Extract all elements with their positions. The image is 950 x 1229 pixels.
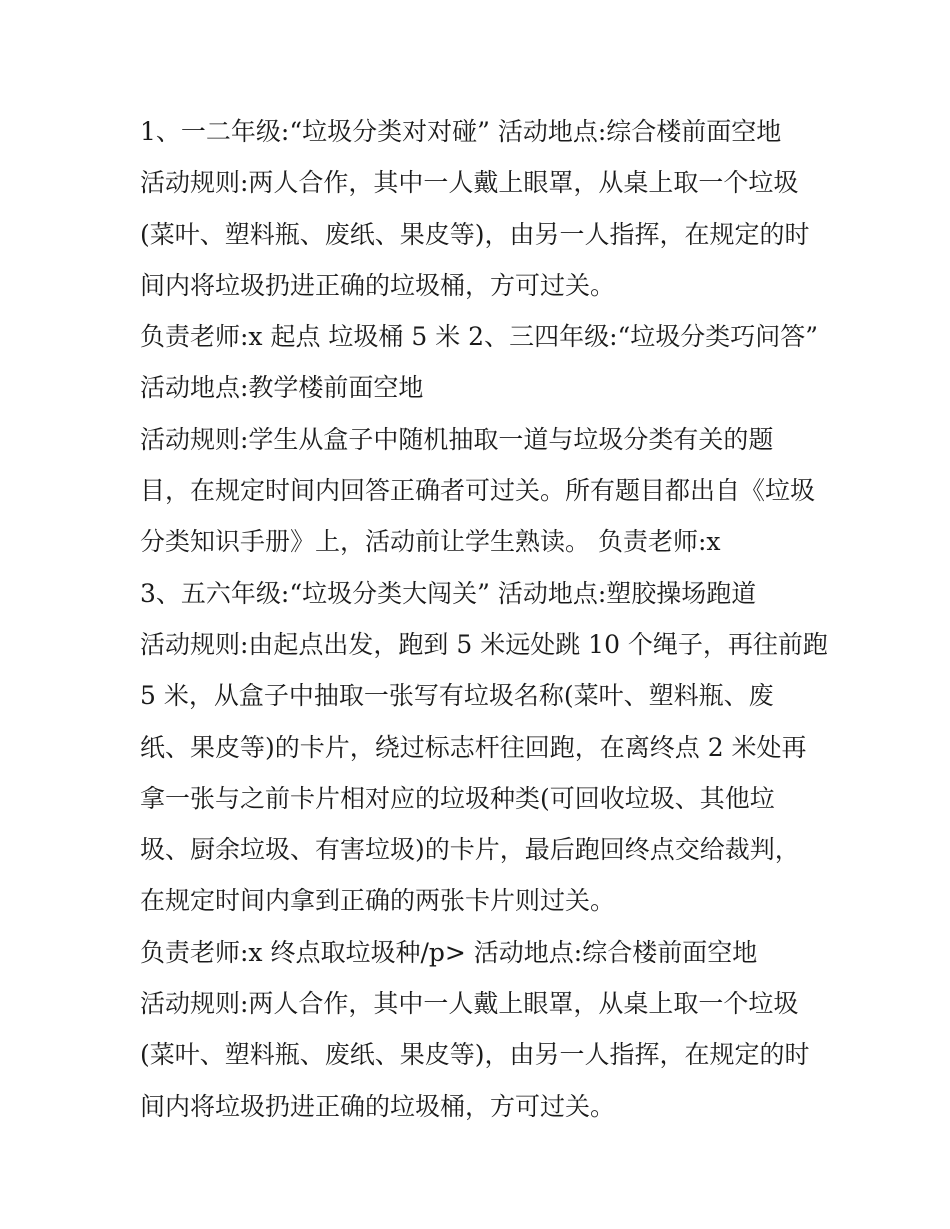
text-line: 间内将垃圾扔进正确的垃圾桶，方可过关。 [140,270,616,300]
text-line: 在规定时间内拿到正确的两张卡片则过关。 [140,886,616,916]
text-line: 拿一张与之前卡片相对应的垃圾种类(可回收垃圾、其他垃 [140,783,775,813]
text-line: 活动规则:两人合作，其中一人戴上眼罩，从桌上取一个垃圾 [140,168,799,198]
text-line: 圾、厨余垃圾、有害垃圾)的卡片，最后跑回终点交给裁判， [140,835,800,865]
text-line: 活动规则:两人合作，其中一人戴上眼罩，从桌上取一个垃圾 [140,989,799,1019]
text-line: 目，在规定时间内回答正确者可过关。所有题目都出自《垃圾 [140,476,816,506]
text-line: 活动规则:由起点出发，跑到 5 米远处跳 10 个绳子，再往前跑 [140,629,828,659]
text-line: 分类知识手册》上，活动前让学生熟读。 负责老师:x [140,527,721,557]
text-line: 5 米，从盒子中抽取一张写有垃圾名称(菜叶、塑料瓶、废 [140,681,774,711]
text-line: 活动地点:教学楼前面空地 [140,373,424,403]
text-line: (菜叶、塑料瓶、废纸、果皮等)，由另一人指挥，在规定的时 [140,219,810,249]
text-line: 负责老师:x 终点取垃圾种/p> 活动地点:综合楼前面空地 [140,937,758,967]
text-line: 间内将垃圾扔进正确的垃圾桶，方可过关。 [140,1091,616,1121]
text-line: 负责老师:x 起点 垃圾桶 5 米 2、三四年级:“垃圾分类巧问答” [140,322,819,352]
text-line: 3、五六年级:“垃圾分类大闯关” 活动地点:塑胶操场跑道 [140,578,757,608]
document-body [140,106,830,1132]
text-line: 1、一二年级:“垃圾分类对对碰” 活动地点:综合楼前面空地 [140,117,782,146]
text-line: (菜叶、塑料瓶、废纸、果皮等)，由另一人指挥，在规定的时 [140,1040,810,1070]
text-line: 活动规则:学生从盒子中随机抽取一道与垃圾分类有关的题 [140,424,774,454]
text-line: 纸、果皮等)的卡片，绕过标志杆往回跑，在离终点 2 米处再 [140,732,807,762]
